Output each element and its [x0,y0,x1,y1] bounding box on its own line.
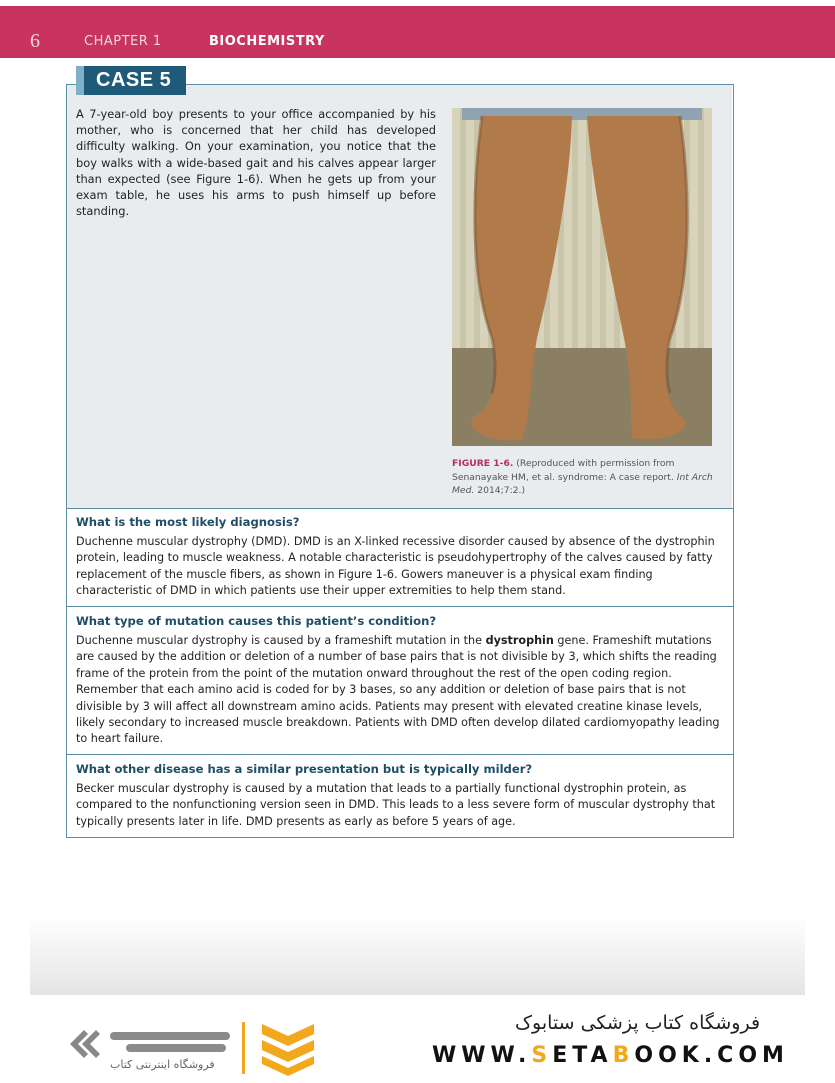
question-section-1 [66,508,734,606]
store-name: فروشگاه کتاب پزشکی ستابوک [515,1012,761,1034]
url-mid-1: ETA [552,1043,613,1068]
case-tag: CASE 5 [76,66,186,95]
url-letter-s: S [531,1043,553,1068]
question-section-3 [66,754,734,838]
question-title-3: What other disease has a similar presentation but is typically milder? [76,762,533,776]
answer-2 [76,633,726,748]
answer-1: Duchenne muscular dystrophy (DMD). DMD is an X-linked recessive disorder caused by absence of the dystrophin protein, leading to muscle weakness. A notable characteristic is pseudohypertrophy of the calves caused by fatty replacement of the muscle fibers, as shown in Figure 1-6. Gowers maneuver is a physical exam finding characteristic of DMD in which patients use their upper extremities to help them stand. [76,535,715,598]
figure-caption-text: (Reproduced with permission from Senanayake HM, et al. syndrome: A case report. [452,458,677,483]
url-mid-2: OOK.COM [634,1043,789,1068]
legs-illustration [452,108,712,446]
answer-2-bold-term: dystrophin [485,634,554,647]
header-bar [0,6,835,58]
figure-journal: Int Arch Med. [452,471,713,496]
url-prefix: WWW. [432,1043,532,1068]
store-url[interactable] [432,1043,789,1068]
figure-label: FIGURE 1-6. [452,458,514,469]
figure-photo [452,108,712,446]
page-number: 6 [30,30,40,52]
logo-tagline: فروشگاه اینترنتی کتاب [110,1058,215,1071]
answer-3: Becker muscular dystrophy is caused by a mutation that leads to a partially functional dystrophin protein, as compared to the nonfunctioning version seen in DMD. This leads to a less severe form of muscular dystrophy that typically presents later in life. DMD presents as early as before 5 years of age. [76,782,716,828]
question-section-2 [66,606,734,754]
case-intro-text: A 7-year-old boy presents to your office accompanied by his mother, who is concerned that her child has developed difficulty walking. On your examination, you notice that the boy walks with a wide-based gait and his calves appear larger than expected (see Figure 1-6). When he gets up from your exam table, he uses his arms to push himself up before standing. [76,107,436,219]
question-title-1: What is the most likely diagnosis? [76,515,300,529]
url-letter-b: B [612,1043,635,1068]
chapter-label: CHAPTER 1 [84,34,162,49]
question-title-2: What type of mutation causes this patient’s condition? [76,614,437,628]
page-bottom-shadow [30,915,805,995]
setabook-logo [66,1016,336,1083]
figure-caption [452,457,714,498]
answer-2-part-a: Duchenne muscular dystrophy is caused by a frameshift mutation in the [76,634,486,647]
subject-label: BIOCHEMISTRY [209,34,325,49]
answer-2-part-b: gene. Frameshift mutations are caused by the addition or deletion of a number of base pairs that is not divisible by 3, which shifts the reading frame of the protein from the point of the mutation onward throughout the rest of the open coding region. Remember that each amino acid is coded for by 3 bases, so any addition or deletion of base pairs that is not divisible by 3 will affect all downstream amino acids. Patients may present with elevated creatine kinase levels, likely secondary to increased muscle breakdown. Patients with DMD often develop dilated cardiomyopathy leading to heart failure. [76,634,720,746]
figure-caption-tail: 2014;7:2.) [474,485,526,496]
